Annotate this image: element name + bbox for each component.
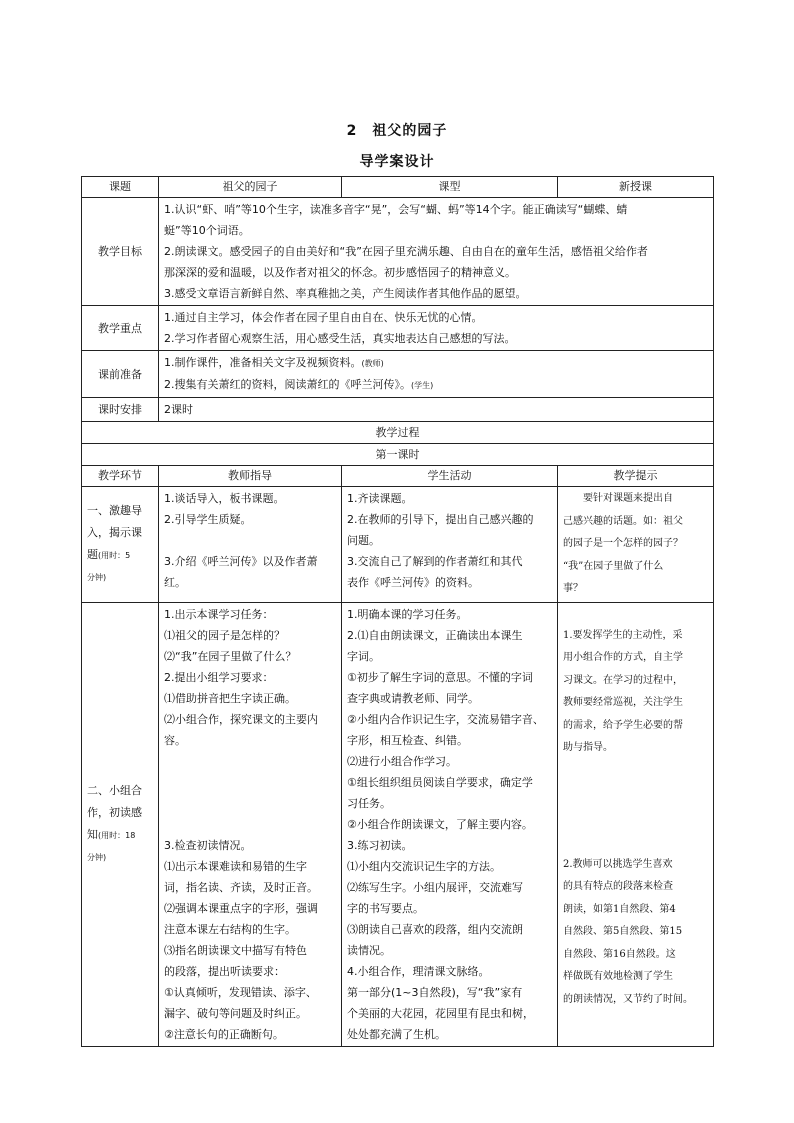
- hint-line: 朗读，如第1自然段、第4: [563, 903, 676, 915]
- stage1-teacher: [159, 487, 342, 603]
- student-line: 查字典或请教老师、同学。: [347, 691, 479, 705]
- hint-line: 教师要经常巡视，关注学生: [563, 697, 683, 708]
- key-points-row: [82, 306, 714, 351]
- stage1-row: [82, 487, 714, 603]
- stage-name-text: 题: [87, 547, 98, 561]
- schedule-label: 课时安排: [82, 398, 159, 422]
- info-row: [82, 177, 714, 198]
- student-line: ⑵练写生字。小组内展评，交流难写: [347, 880, 523, 894]
- student-line: 处处都充满了生机。: [347, 1027, 446, 1041]
- hint-line: 的园子是一个怎样的园子？: [563, 538, 683, 549]
- hint-line: 的具有特点的段落来检查: [563, 881, 673, 892]
- stage2-row: [82, 602, 714, 1046]
- student-line: 3.练习初读。: [347, 838, 413, 852]
- student-line: 习任务。: [347, 796, 391, 810]
- student-line: 个美丽的大花园，花园里有昆虫和树，: [347, 1006, 534, 1020]
- stage2-student: [342, 602, 558, 1046]
- stage-name-line: 二、小组合: [87, 783, 142, 797]
- stage2-teacher: [159, 602, 342, 1046]
- hint-line: 样做既有效地检测了学生: [563, 971, 673, 982]
- stage-name-line: 作，初读感: [87, 805, 142, 819]
- col-header-stage: 教学环节: [82, 466, 159, 487]
- process-title: 教学过程: [82, 422, 714, 444]
- schedule-row: [82, 398, 714, 422]
- key-points-content: [159, 306, 714, 351]
- type-label: 课型: [342, 177, 558, 198]
- hint-line: 2.教师可以挑选学生喜欢: [563, 858, 673, 870]
- stage-name-line: 入，揭示课: [87, 525, 142, 539]
- key-points-label: 教学重点: [82, 306, 159, 351]
- stage-time-2: 分钟): [87, 852, 107, 862]
- teacher-line: 1.谈话导入，板书课题。: [164, 492, 285, 505]
- hint-line: 自然段、第5自然段、第15: [563, 926, 683, 937]
- prep-content: [159, 351, 714, 398]
- stage-name-line: 一、激趣导: [87, 503, 142, 517]
- student-line: ⑴小组内交流识记生字的方法。: [347, 859, 501, 873]
- topic-label: 课题: [82, 177, 159, 198]
- prep-label: 课前准备: [82, 351, 159, 398]
- stage1-hint: [558, 487, 714, 603]
- teacher-line: 3.介绍《呼兰河传》以及作者萧: [164, 555, 318, 568]
- teacher-line: 2.引导学生质疑。: [164, 513, 252, 526]
- stage1-student: [342, 487, 558, 603]
- hint-gap: [563, 760, 708, 854]
- student-line: ①初步了解生字词的意思。不懂的字词: [347, 670, 533, 684]
- student-line: 1.明确本课的学习任务。: [347, 607, 468, 621]
- hint-line: 要针对课题来提出自: [563, 493, 673, 504]
- prep-row: [82, 351, 714, 398]
- column-header-row: [82, 466, 714, 487]
- hint-line: 用小组合作的方式，自主学: [563, 652, 683, 663]
- student-line: 2.在教师的引导下，提出自己感兴趣的: [347, 513, 534, 526]
- hint-line: 习课文。在学习的过程中，: [563, 674, 683, 686]
- teacher-line: ⑵强调本课重点字的字形，强调: [164, 901, 318, 915]
- stage-name-text: 知: [87, 827, 98, 841]
- page-title: 2 祖父的园子: [346, 123, 448, 139]
- teacher-line: ⑴出示本课难读和易错的生字: [164, 859, 307, 873]
- student-line: ⑶朗读自己喜欢的段落，组内交流朗: [347, 922, 523, 936]
- goals-content: [159, 198, 714, 306]
- stage-name-line: [87, 544, 153, 567]
- hint-line: 助与指导。: [563, 742, 613, 753]
- teacher-line: ①认真倾听，发现错读、添字、: [164, 985, 317, 999]
- student-line: ②小组合作朗读课文，了解主要内容。: [347, 817, 533, 831]
- teacher-line: [164, 772, 336, 793]
- student-line: 2.⑴自由朗读课文，正确读出本课生: [347, 628, 523, 642]
- teacher-line: 词，指名读、齐读，及时正音。: [164, 880, 318, 894]
- lesson-title: 第一课时: [82, 444, 714, 466]
- stage-name-line: [87, 824, 153, 847]
- student-line: 3.交流自己了解到的作者萧红和其代: [347, 555, 523, 568]
- teacher-line: [164, 814, 336, 835]
- teacher-line: ⑴借助拼音把生字读正确。: [164, 691, 296, 705]
- teacher-line: 1.出示本课学习任务：: [164, 607, 274, 621]
- teacher-line: 2.提出小组学习要求：: [164, 670, 274, 684]
- student-line: 第一部分(1~3自然段)，写“我”家有: [347, 985, 523, 999]
- prep-line: [164, 352, 708, 374]
- teacher-line: 漏字、破句等问题及时纠正。: [164, 1006, 307, 1020]
- student-line: 字词。: [347, 649, 380, 663]
- teacher-line: ⑶指名朗读课文中描写有特色: [164, 943, 307, 957]
- student-line: 读情况。: [347, 943, 391, 957]
- teacher-line: 3.检查初读情况。: [164, 838, 252, 852]
- teacher-line: ②注意长句的正确断句。: [164, 1027, 284, 1041]
- teacher-line: 注意本课左右结构的生字。: [164, 922, 296, 936]
- student-line: ⑵进行小组合作学习。: [347, 754, 457, 768]
- goals-row: [82, 198, 714, 306]
- stage-time: (用时：18: [98, 830, 136, 840]
- prep-line: [164, 374, 708, 396]
- goal-line: 蜓”等10个词语。: [164, 224, 250, 237]
- teacher-line: ⑴祖父的园子是怎样的？: [164, 628, 285, 642]
- student-line: 4.小组合作，理清课文脉络。: [347, 964, 490, 978]
- hint-line: 自然段、第16自然段。这: [563, 948, 676, 960]
- hint-line: [563, 604, 708, 625]
- hint-line: 1.要发挥学生的主动性，采: [563, 629, 683, 641]
- teacher-line: [164, 793, 336, 814]
- teacher-line: ⑵小组合作，探究课文的主要内: [164, 712, 318, 726]
- teacher-line: 的段落，提出听读要求：: [164, 964, 285, 978]
- stage1-name: [82, 487, 159, 603]
- col-header-teacher: 教师指导: [159, 466, 342, 487]
- stage2-hint: [558, 602, 714, 1046]
- teacher-line: ⑵“我”在园子里做了什么？: [164, 649, 297, 663]
- student-line: 表作《呼兰河传》的资料。: [347, 576, 479, 589]
- page-subtitle: 导学案设计: [359, 154, 435, 170]
- prep-text: 2.搜集有关萧红的资料，阅读萧红的《呼兰河传》。: [164, 378, 411, 391]
- student-line: 问题。: [347, 534, 380, 547]
- prep-note: (学生): [411, 381, 434, 390]
- lesson-plan-table: [81, 176, 714, 1047]
- key-point-line: 1.通过自主学习，体会作者在园子里自由自在、快乐无忧的心情。: [164, 311, 483, 324]
- teacher-line: 红。: [164, 576, 186, 589]
- goals-label: 教学目标: [82, 198, 159, 306]
- schedule-value: 2课时: [159, 398, 714, 422]
- hint-line: 的需求，给予学生必要的帮: [563, 719, 683, 731]
- student-line: 字的书写要点。: [347, 901, 424, 915]
- stage-time-2: 分钟): [87, 572, 107, 582]
- hint-block-1: [563, 604, 708, 760]
- type-value: 新授课: [558, 177, 714, 198]
- goal-line: 2.朗读课文。感受园子的自由美好和“我”在园子里充满乐趣、自由自在的童年生活，感悟祖父给作者: [164, 245, 648, 258]
- hint-line: 己感兴趣的话题。如：祖父: [563, 515, 683, 527]
- prep-note: (教师): [361, 359, 384, 368]
- hint-line: 事？: [563, 583, 583, 594]
- topic-value: 祖父的园子: [159, 177, 342, 198]
- hint-block-2: [563, 854, 708, 1012]
- lesson-title-row: [82, 444, 714, 466]
- col-header-student: 学生活动: [342, 466, 558, 487]
- goal-line: 3.感受文章语言新鲜自然、率真稚拙之美，产生阅读作者其他作品的愿望。: [164, 287, 527, 300]
- prep-text: 1.制作课件，准备相关文字及视频资料。: [164, 356, 362, 369]
- student-line: ②小组内合作识记生字，交流易错字音、: [347, 712, 544, 726]
- goal-line: 1.认识“虾、哨”等10个生字，读准多音字“晃”，会写“蝴、蚂”等14个字。能正确读写“蝴蝶、蜻: [164, 203, 628, 216]
- col-header-hint: 教学提示: [558, 466, 714, 487]
- hint-line: 的朗读情况，又节约了时间。: [563, 993, 693, 1005]
- student-line: ①组长组织组员阅读自学要求，确定学: [347, 775, 533, 789]
- stage2-name: [82, 602, 159, 1046]
- key-point-line: 2.学习作者留心观察生活，用心感受生活，真实地表达自己感想的写法。: [164, 332, 516, 345]
- goal-line: 那深深的爱和温暖，以及作者对祖父的怀念。初步感悟园子的精神意义。: [164, 266, 516, 279]
- teacher-line: [164, 751, 336, 772]
- process-title-row: [82, 422, 714, 444]
- student-line: 字形，相互检查、纠错。: [347, 733, 468, 747]
- stage-time: (用时：5: [98, 550, 131, 560]
- teacher-line: [164, 530, 336, 551]
- student-line: 1.齐读课题。: [347, 492, 413, 505]
- teacher-line: 容。: [164, 733, 186, 747]
- hint-line: “我”在园子里做了什么: [563, 560, 664, 572]
